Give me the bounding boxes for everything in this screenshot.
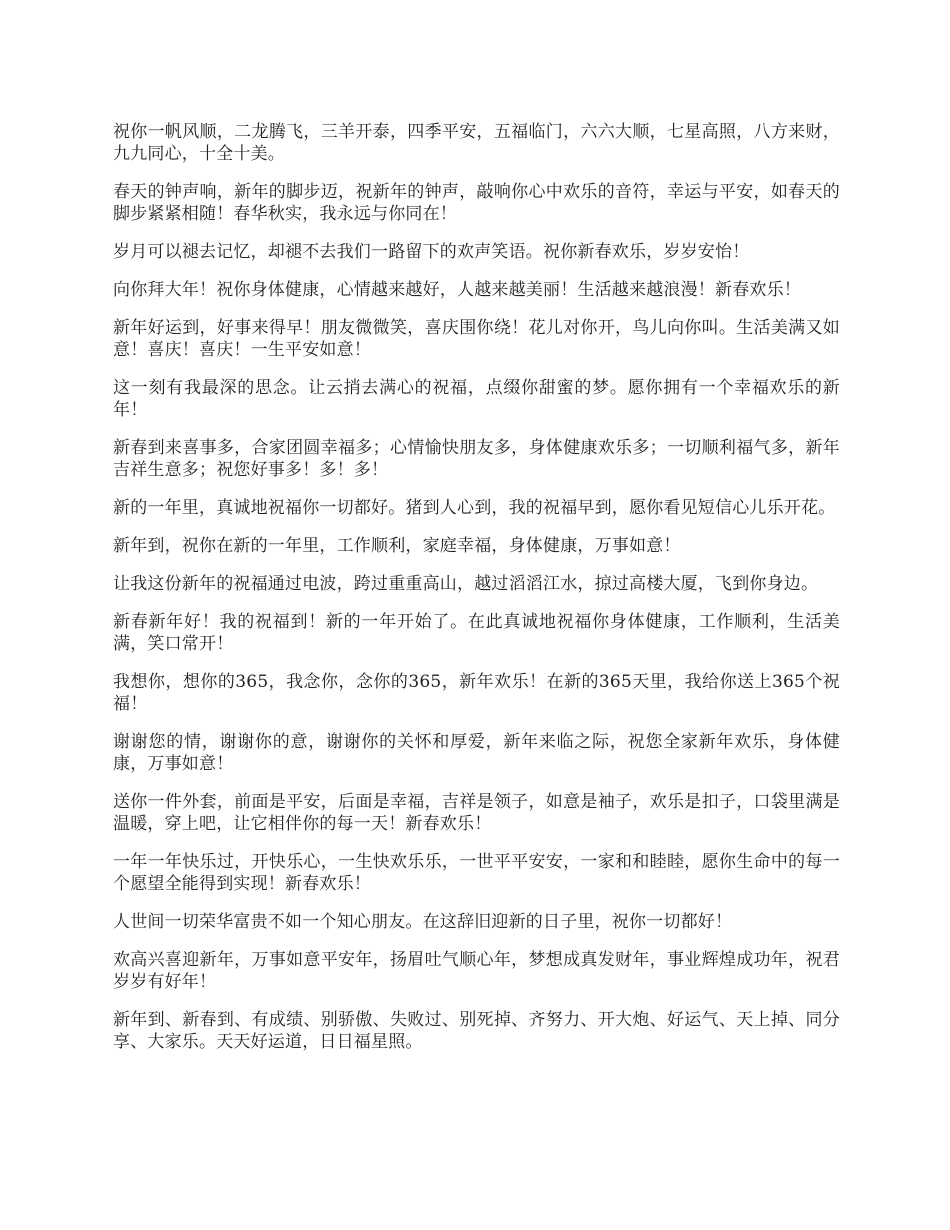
paragraph-18: 新年到、新春到、有成绩、别骄傲、失败过、别死掉、齐努力、开大炮、好运气、天上掉、同分享、大家乐。天天好运道，日日福星照。 bbox=[113, 1010, 840, 1052]
paragraph-15: 一年一年快乐过，开快乐心，一生快欢乐乐，一世平平安安，一家和和睦睦，愿你生命中的每一个愿望全能得到实现！新春欢乐！ bbox=[113, 852, 840, 894]
paragraph-11: 新春新年好！我的祝福到！新的一年开始了。在此真诚地祝福你身体健康，工作顺利，生活美满，笑口常开！ bbox=[113, 612, 840, 654]
paragraph-3: 岁月可以褪去记忆，却褪不去我们一路留下的欢声笑语。祝你新春欢乐，岁岁安怡！ bbox=[113, 242, 750, 262]
paragraph-5: 新年好运到，好事来得早！朋友微微笑，喜庆围你绕！花儿对你开，鸟儿向你叫。生活美满又如意！喜庆！喜庆！一生平安如意！ bbox=[113, 318, 840, 360]
paragraph-17: 欢高兴喜迎新年，万事如意平安年，扬眉吐气顺心年，梦想成真发财年，事业辉煌成功年，祝君岁岁有好年！ bbox=[113, 950, 840, 992]
paragraph-7: 新春到来喜事多，合家团圆幸福多；心情愉快朋友多，身体健康欢乐多；一切顺利福气多，新年吉祥生意多；祝您好事多！多！多！ bbox=[113, 438, 840, 480]
paragraph-12: 我想你，想你的365，我念你，念你的365，新年欢乐！在新的365天里，我给你送上365个祝福！ bbox=[113, 672, 840, 714]
paragraph-4: 向你拜大年！祝你身体健康，心情越来越好，人越来越美丽！生活越来越浪漫！新春欢乐！ bbox=[113, 280, 801, 300]
paragraph-8: 新的一年里，真诚地祝福你一切都好。猪到人心到，我的祝福早到，愿你看见短信心儿乐开花。 bbox=[113, 498, 836, 518]
paragraph-9: 新年到，祝你在新的一年里，工作顺利，家庭幸福，身体健康，万事如意！ bbox=[113, 536, 681, 556]
paragraph-16: 人世间一切荣华富贵不如一个知心朋友。在这辞旧迎新的日子里，祝你一切都好！ bbox=[113, 912, 733, 932]
paragraph-2: 春天的钟声响，新年的脚步迈，祝新年的钟声，敲响你心中欢乐的音符，幸运与平安，如春天的脚步紧紧相随！春华秋实，我永远与你同在！ bbox=[113, 182, 840, 224]
paragraph-10: 让我这份新年的祝福通过电波，跨过重重高山，越过滔滔江水，掠过高楼大厦，飞到你身边。 bbox=[113, 574, 819, 594]
paragraph-6: 这一刻有我最深的思念。让云捎去满心的祝福，点缀你甜蜜的梦。愿你拥有一个幸福欢乐的新年！ bbox=[113, 378, 840, 420]
paragraph-1: 祝你一帆风顺，二龙腾飞，三羊开泰，四季平安，五福临门，六六大顺，七星高照，八方来财，九九同心，十全十美。 bbox=[113, 122, 840, 164]
paragraph-14: 送你一件外套，前面是平安，后面是幸福，吉祥是领子，如意是袖子，欢乐是扣子，口袋里满是温暖，穿上吧，让它相伴你的每一天！新春欢乐！ bbox=[113, 792, 840, 834]
paragraph-13: 谢谢您的情，谢谢你的意，谢谢你的关怀和厚爱，新年来临之际，祝您全家新年欢乐，身体健康，万事如意！ bbox=[113, 732, 840, 774]
